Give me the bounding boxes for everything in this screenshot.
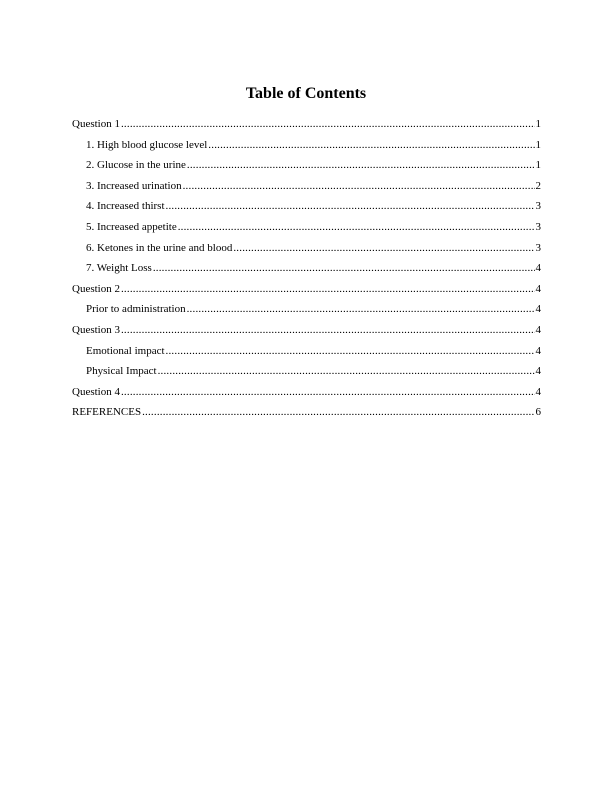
toc-dot-leader	[183, 176, 535, 197]
toc-entry-text: Question 2	[72, 282, 120, 295]
toc-entry-question-3[interactable]	[72, 320, 541, 341]
toc-dot-leader	[187, 299, 535, 320]
toc-page-number: 6	[535, 406, 541, 419]
toc-page-number: 1	[535, 159, 541, 172]
toc-dot-leader	[121, 382, 535, 403]
toc-entry-text: Physical Impact	[86, 365, 157, 378]
toc-entry-text: 3. Increased urination	[86, 179, 182, 192]
toc-dot-leader	[187, 155, 535, 176]
toc-entry-ketones[interactable]	[72, 238, 541, 259]
toc-entry-text: Question 1	[72, 118, 120, 130]
toc-page-number: 3	[535, 220, 541, 233]
toc-title: Table of Contents	[245, 85, 367, 102]
toc-entry-text: 2. Glucose in the urine	[86, 159, 186, 172]
toc-dot-leader	[178, 217, 535, 238]
toc-page-number: 3	[535, 241, 541, 254]
toc-page-number: 1	[535, 118, 541, 130]
toc-entry-text: Prior to administration	[86, 303, 186, 316]
toc-entry-text: REFERENCES	[72, 406, 142, 419]
toc-dot-leader	[233, 238, 534, 259]
toc-entry-text: 7. Weight Loss	[86, 262, 152, 275]
toc-entry-text: Emotional impact	[86, 344, 165, 357]
toc-page-number: 2	[535, 179, 541, 192]
toc-entry-text: 6. Ketones in the urine and blood	[86, 241, 233, 254]
toc-dot-leader	[166, 341, 535, 362]
toc-dot-leader	[166, 196, 535, 217]
toc-entry-physical-impact[interactable]	[72, 361, 541, 382]
toc-page-number: 4	[535, 385, 541, 398]
toc-entry-glucose-in-urine[interactable]	[72, 155, 541, 176]
toc-entry-references[interactable]	[72, 402, 541, 423]
toc-dot-leader	[121, 279, 535, 300]
toc-page-number: 4	[535, 344, 541, 357]
toc-entry-text: 1. High blood glucose level	[86, 138, 208, 151]
toc-dot-leader	[121, 114, 535, 135]
toc-entry-question-4[interactable]	[72, 382, 541, 403]
toc-page-number: 4	[535, 282, 541, 295]
toc-entry-text: 4. Increased thirst	[86, 200, 165, 213]
toc-entry-question-1[interactable]	[72, 114, 541, 135]
toc-page-number: 4	[535, 303, 541, 316]
toc-entry-weight-loss[interactable]	[72, 258, 541, 279]
toc-page-number: 3	[535, 200, 541, 213]
toc-dot-leader	[142, 402, 534, 423]
toc-page-number: 4	[535, 262, 541, 275]
toc-page-number: 1	[535, 138, 541, 151]
toc-page-number: 4	[535, 323, 541, 336]
toc-entry-increased-thirst[interactable]	[72, 196, 541, 217]
toc-entry-increased-appetite[interactable]	[72, 217, 541, 238]
toc-entry-text: Question 4	[72, 385, 120, 398]
toc-entry-prior-to-administration[interactable]	[72, 299, 541, 320]
toc-entry-emotional-impact[interactable]	[72, 341, 541, 362]
toc-dot-leader	[158, 361, 535, 382]
toc-entry-text: 5. Increased appetite	[86, 220, 177, 233]
toc-entry-high-blood-glucose[interactable]	[72, 135, 541, 156]
toc-page-number: 4	[535, 365, 541, 378]
toc-dot-leader	[121, 320, 535, 341]
toc-entry-text: Question 3	[72, 323, 120, 336]
toc-list	[72, 114, 541, 423]
toc-dot-leader	[153, 258, 535, 279]
toc-dot-leader	[208, 135, 534, 156]
toc-entry-question-2[interactable]	[72, 279, 541, 300]
toc-entry-increased-urination[interactable]	[72, 176, 541, 197]
